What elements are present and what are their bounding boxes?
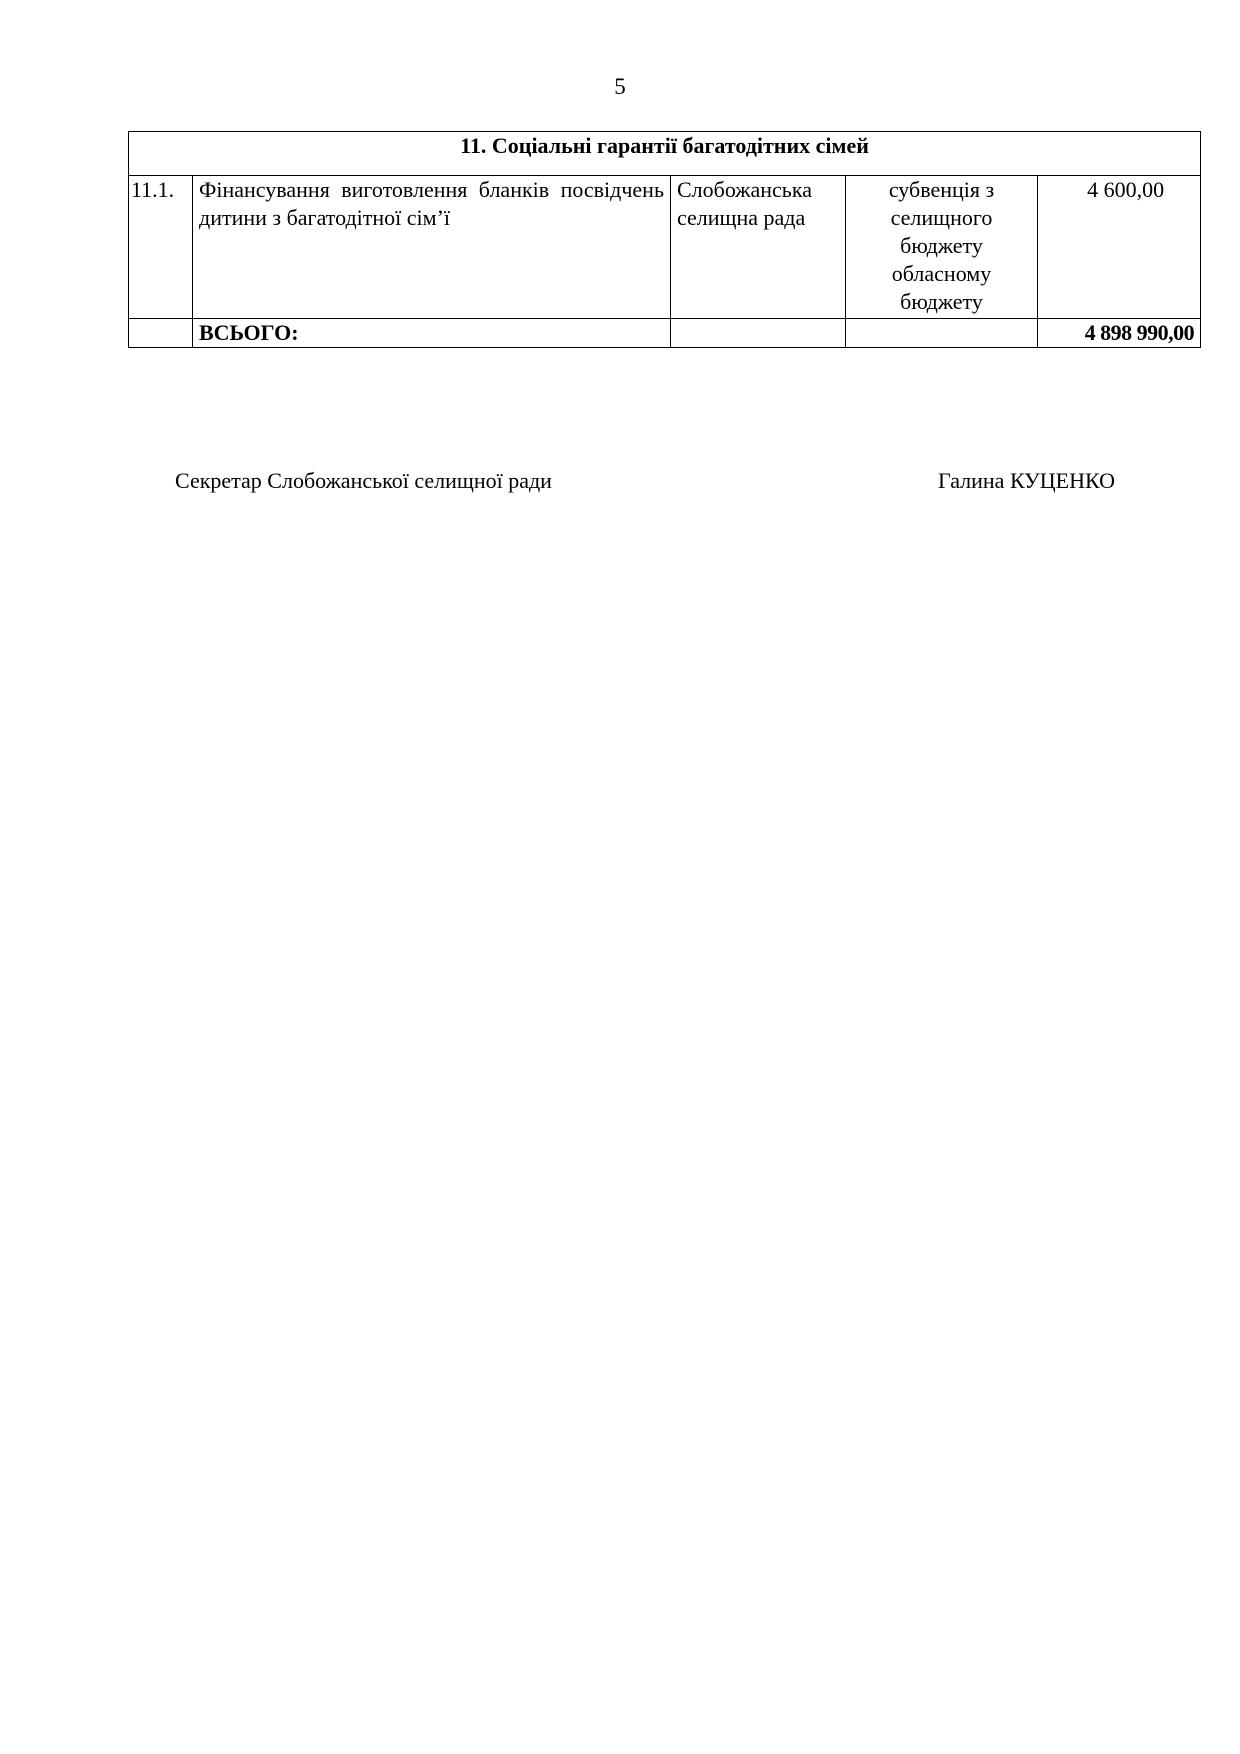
- total-label: ВСЬОГО:: [193, 319, 671, 348]
- row-description: Фінансування виготовлення бланків посвідчень дитини з багатодітної сім’ї: [193, 176, 671, 319]
- page-number: 5: [614, 74, 626, 99]
- section-title: 11. Соціальні гарантії багатодітних сімей: [129, 132, 1201, 176]
- row-executor: Слобожанська селищна рада: [671, 176, 846, 319]
- signature-title: Секретар Слобожанської селищної ради: [175, 468, 552, 493]
- total-row: [129, 319, 1201, 348]
- row-number: 11.1.: [129, 176, 193, 319]
- table-row: [129, 176, 1201, 319]
- row-amount: 4 600,00: [1038, 176, 1201, 319]
- budget-table: [128, 131, 1201, 348]
- row-funding-source: субвенція з селищного бюджету обласному бюджету: [846, 176, 1038, 319]
- section-header-row: [129, 132, 1201, 176]
- total-empty-cell: [846, 319, 1038, 348]
- total-amount: 4 898 990,00: [1038, 319, 1201, 348]
- total-empty-cell: [129, 319, 193, 348]
- total-empty-cell: [671, 319, 846, 348]
- signature-name: Галина КУЦЕНКО: [938, 468, 1115, 493]
